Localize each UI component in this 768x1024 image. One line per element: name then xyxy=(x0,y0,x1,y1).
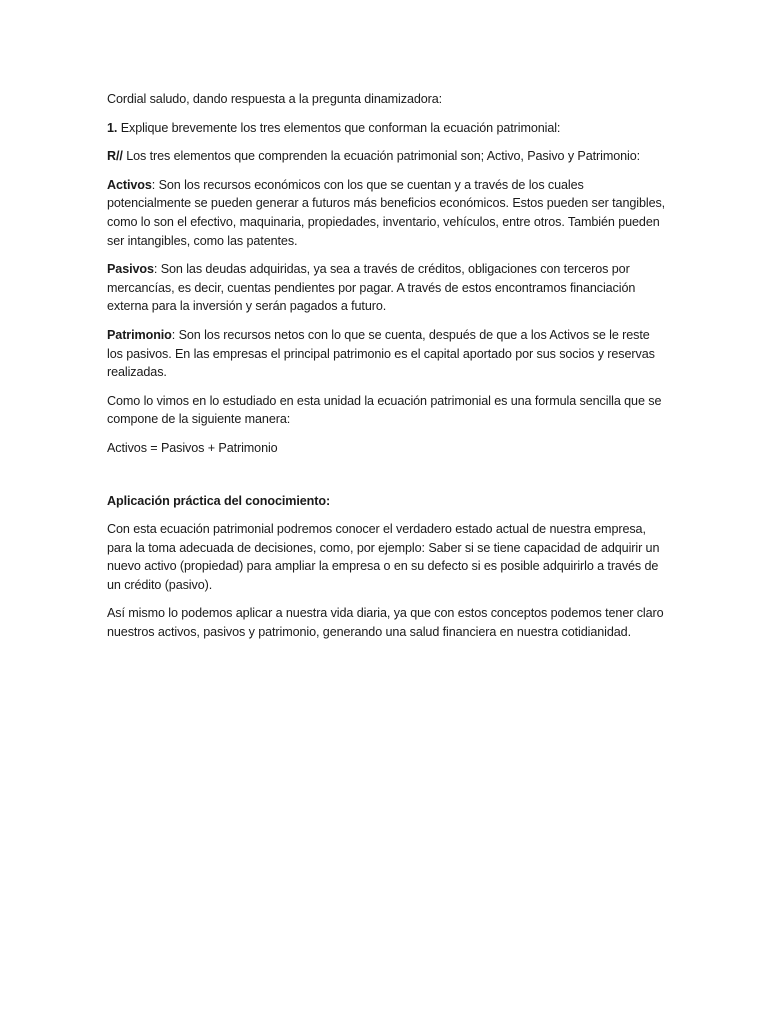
greeting-paragraph xyxy=(107,90,667,109)
answer-prefix: R// xyxy=(107,149,123,164)
activos-text: : Son los recursos económicos con los que se cuentan y a través de los cuales potencialmente se pueden generar a futuros más beneficios económicos. Estos pueden ser tangibles, como lo son el efectivo, maquinaria, propiedades, inventario, vehículos, entre otros. También pueden ser intangibles, como las patentes. xyxy=(107,177,666,248)
answer-text: Los tres elementos que comprenden la ecuación patrimonial son; Activo, Pasivo y Patrimonio: xyxy=(122,149,641,164)
patrimonio-term: Patrimonio xyxy=(107,327,172,342)
application-text-2: Así mismo lo podemos aplicar a nuestra vida diaria, ya que con estos conceptos podemos tener claro nuestros activos, pasivos y patrimonio, generando una salud financiera en nuestra cotidianidad. xyxy=(107,606,664,640)
activos-term: Activos xyxy=(107,177,152,192)
question-paragraph xyxy=(107,119,667,138)
application-heading: Aplicación práctica del conocimiento: xyxy=(107,493,331,508)
greeting-text: Cordial saludo, dando respuesta a la pregunta dinamizadora: xyxy=(107,92,443,106)
question-number: 1. xyxy=(107,120,118,135)
section-spacer xyxy=(107,468,667,492)
application-paragraph-1 xyxy=(107,520,667,594)
answer-paragraph xyxy=(107,147,667,166)
document-body xyxy=(107,90,667,652)
patrimonio-text: : Son los recursos netos con lo que se cuenta, después de que a los Activos se le reste los pasivos. En las empresas el principal patrimonio es el capital aportado por sus socios y reservas realizadas. xyxy=(107,327,655,380)
formula-text: Activos = Pasivos + Patrimonio xyxy=(107,440,278,455)
pasivos-paragraph xyxy=(107,260,667,316)
formula-paragraph xyxy=(107,439,667,458)
application-heading-paragraph xyxy=(107,492,667,511)
question-text: Explique brevemente los tres elementos que conforman la ecuación patrimonial: xyxy=(117,120,561,135)
formula-intro-paragraph xyxy=(107,392,667,429)
patrimonio-paragraph xyxy=(107,326,667,382)
pasivos-text: : Son las deudas adquiridas, ya sea a través de créditos, obligaciones con terceros por mercancías, es decir, cuentas pendientes por pagar. A través de estos encontramos financiación externa para la inversión y serán pagados a futuro. xyxy=(107,262,636,314)
formula-intro-text: Como lo vimos en lo estudiado en esta unidad la ecuación patrimonial es una formula sencilla que se compone de la siguiente manera: xyxy=(107,393,662,427)
pasivos-term: Pasivos xyxy=(107,262,154,277)
activos-paragraph xyxy=(107,176,667,250)
application-text-1: Con esta ecuación patrimonial podremos conocer el verdadero estado actual de nuestra empresa, para la toma adecuada de decisiones, como, por ejemplo: Saber si se tiene capacidad de adquirir un nuevo activo (propiedad) para ampliar la empresa o en su defecto si es posible adquirirlo a través de un crédito (pasivo). xyxy=(107,522,660,592)
application-paragraph-2 xyxy=(107,604,667,641)
